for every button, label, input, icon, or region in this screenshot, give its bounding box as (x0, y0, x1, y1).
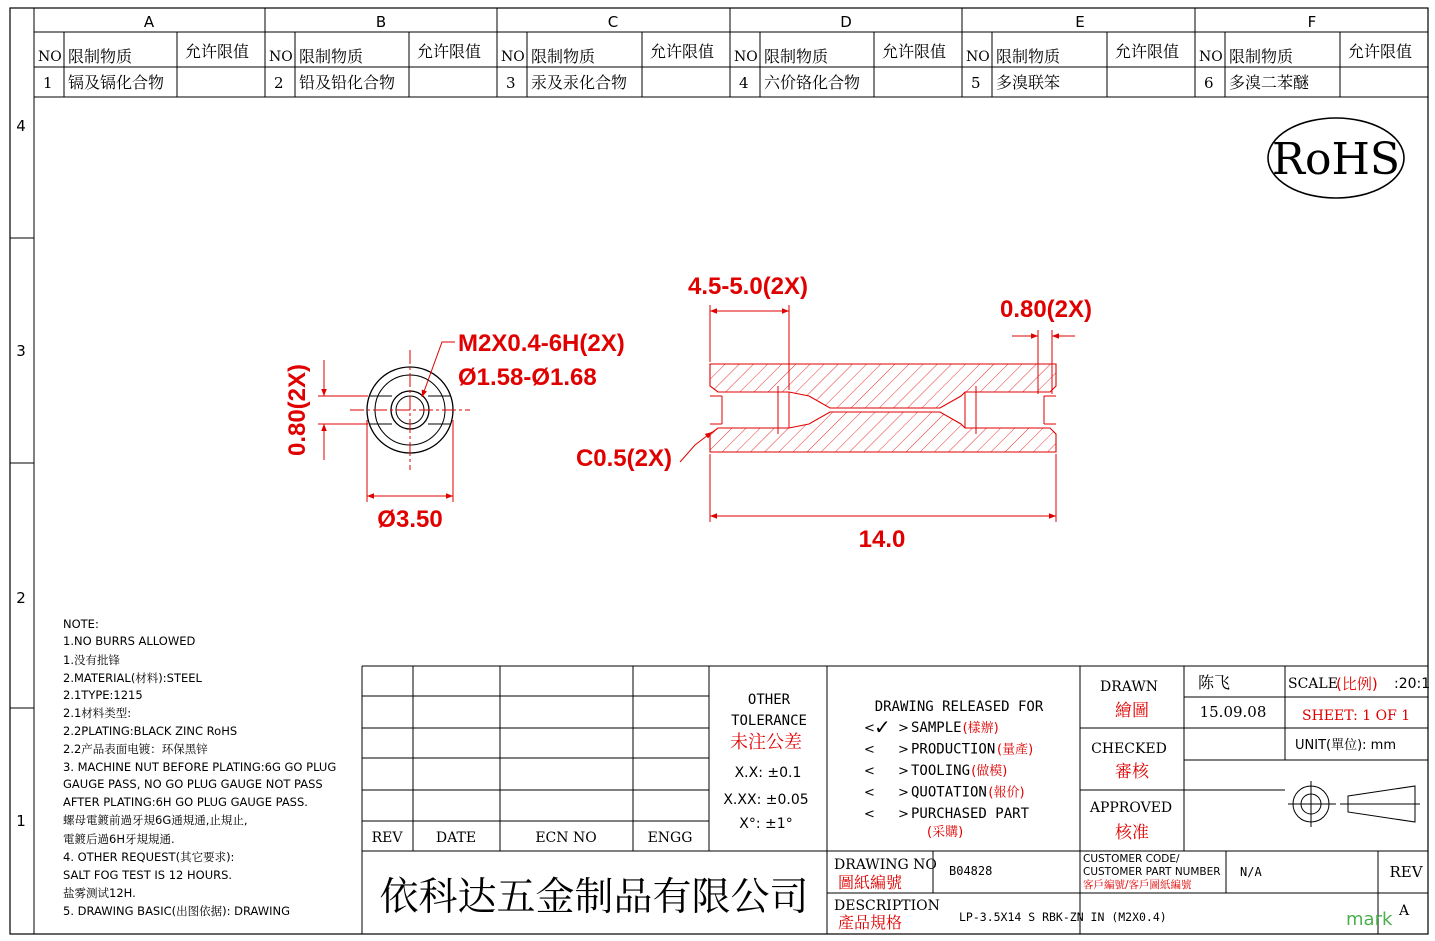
release-check-icon: ✓ (874, 715, 891, 739)
release-close-bracket: > (898, 785, 909, 801)
projection-symbol-icon (1288, 781, 1420, 827)
revision-table (372, 830, 693, 846)
restricted-limit-header: 允许限值 (1348, 42, 1413, 61)
description-label-cn: 產品規格 (838, 913, 903, 932)
note-line: SALT FOG TEST IS 12 HOURS. (63, 868, 233, 882)
tolerance-xxx: X.XX: ±0.05 (723, 792, 809, 808)
release-item-cn: (報价) (988, 785, 1025, 801)
note-line: 5. DRAWING BASIC(出图依据): DRAWING (63, 904, 291, 918)
note-line: 螺母電鍍前過牙規6G通規通,止規止, (63, 813, 248, 827)
sheet-count: SHEET: 1 OF 1 (1302, 708, 1411, 724)
column-label: D (840, 13, 852, 31)
restricted-row-no: 2 (274, 74, 284, 92)
rohs-logo-text: RoHS (1271, 134, 1401, 185)
column-label: E (1075, 13, 1085, 31)
release-item-cn: (樣辦) (962, 721, 999, 736)
checked-label: CHECKED (1091, 741, 1167, 757)
customer-label-2: CUSTOMER PART NUMBER (1083, 866, 1221, 878)
dim-overall-length: 14.0 (858, 526, 906, 553)
restricted-no-header: NO (501, 49, 525, 65)
restricted-row-no: 1 (43, 74, 53, 92)
restricted-no-header: NO (38, 49, 62, 65)
restricted-limit-header: 允许限值 (1115, 42, 1180, 61)
customer-block (1083, 853, 1424, 891)
date-header: DATE (435, 830, 477, 846)
restricted-row-substance: 多溴二苯醚 (1229, 73, 1310, 92)
note-line: AFTER PLATING:6H GO PLUG GAUGE PASS. (63, 795, 308, 809)
ecn-header: ECN NO (535, 830, 597, 846)
restricted-row-substance: 多溴联笨 (996, 73, 1061, 92)
release-close-bracket: > (898, 764, 909, 779)
dim-pilot-diameter: Ø1.58-Ø1.68 (458, 364, 597, 391)
row-label: 1 (16, 812, 26, 830)
drawn-date: 15.09.08 (1199, 703, 1267, 721)
note-line: GAUGE PASS, NO GO PLUG GAUGE NOT PASS (63, 777, 323, 791)
tolerance-title-cn: 未注公差 (730, 732, 802, 753)
release-open-bracket: < (864, 742, 875, 758)
release-open-bracket: < (864, 807, 875, 822)
note-line: 1.没有批锋 (63, 653, 120, 667)
drawing-no-value: B04828 (949, 864, 993, 878)
tolerance-title: OTHER (747, 692, 791, 708)
release-open-bracket: < (864, 785, 875, 801)
restricted-row-no: 6 (1204, 74, 1214, 92)
row-label: 3 (16, 342, 26, 360)
restricted-limit-header: 允许限值 (882, 42, 947, 61)
rev-value: A (1399, 903, 1410, 919)
release-open-bracket: < (864, 721, 875, 736)
column-label: C (607, 13, 619, 31)
signoff-block (1089, 673, 1267, 843)
approved-label: APPROVED (1089, 800, 1173, 816)
scale-block (1288, 675, 1430, 753)
description-block (834, 898, 1410, 932)
note-line: 盐雾测试12H. (63, 886, 136, 900)
restricted-substance-header: 限制物质 (299, 47, 364, 66)
dim-outer-diameter: Ø3.50 (377, 506, 443, 533)
release-item: QUOTATION (911, 784, 987, 801)
row-label: 4 (16, 117, 26, 135)
customer-label-cn: 客戶編號/客戶圖紙編號 (1083, 879, 1192, 891)
drawn-label: DRAWN (1100, 679, 1158, 695)
release-item-cn: (采購) (927, 825, 964, 840)
restricted-substance-header: 限制物质 (531, 47, 596, 66)
approved-label-cn: 核准 (1115, 823, 1149, 843)
note-line: 2.2PLATING:BLACK ZINC RoHS (63, 724, 238, 738)
tolerance-deg: X°: ±1° (739, 816, 793, 832)
restricted-no-header: NO (734, 49, 758, 65)
drawn-name: 陈飞 (1197, 673, 1231, 692)
restricted-row-substance: 镉及镉化合物 (68, 73, 165, 92)
company-name: 依科达五金制品有限公司 (379, 875, 809, 920)
release-item-cn: (做模) (971, 764, 1008, 779)
drawing-no-label-cn: 圖紙編號 (838, 873, 903, 892)
restricted-no-header: NO (1199, 49, 1223, 65)
side-section-view (710, 364, 1056, 452)
column-label: B (375, 13, 387, 31)
tolerance-xx: X.X: ±0.1 (734, 765, 802, 781)
customer-value: N/A (1240, 865, 1262, 879)
scale-label-cn: (比例) (1336, 675, 1378, 693)
rohs-logo (1268, 118, 1404, 198)
release-block (864, 699, 1044, 840)
restricted-substance-header: 限制物质 (764, 47, 829, 66)
description-value: LP-3.5X14 S RBK-ZN IN (M2X0.4) (959, 910, 1167, 924)
checked-label-cn: 審核 (1115, 762, 1149, 782)
column-label: A (143, 13, 155, 31)
unit-label: UNIT(單位): mm (1295, 738, 1396, 753)
dim-thread-depth: 4.5-5.0(2X) (687, 273, 809, 300)
release-item: SAMPLE (911, 720, 962, 736)
release-close-bracket: > (898, 807, 909, 822)
end-view-centerlines (350, 350, 470, 470)
scale-label: SCALE (1288, 676, 1338, 692)
customer-label-1: CUSTOMER CODE/ (1083, 853, 1180, 865)
release-title: DRAWING RELEASED FOR (874, 699, 1044, 715)
watermark-text: mark (1346, 909, 1393, 930)
tolerance-block (723, 692, 808, 832)
note-line: 2.2产品表面电镀：环保黑锌 (63, 742, 208, 756)
rev-header: REV (371, 830, 403, 846)
restricted-row-substance: 铅及铅化合物 (299, 73, 396, 92)
notes-block (63, 617, 336, 918)
row-label: 2 (16, 589, 26, 607)
restricted-row-no: 3 (506, 74, 516, 92)
release-item: PURCHASED PART (911, 806, 1030, 822)
release-item: PRODUCTION (911, 741, 996, 758)
note-line: 1.NO BURRS ALLOWED (63, 634, 196, 648)
drawing-number-block (834, 857, 992, 892)
drawing-no-label: DRAWING NO (834, 857, 937, 873)
restricted-row-substance: 六价铬化合物 (764, 73, 861, 92)
dim-chamfer: C0.5(2X) (575, 445, 672, 472)
restricted-no-header: NO (269, 49, 293, 65)
scale-value: :20:1 (1394, 676, 1431, 692)
dim-slot-width-side: 0.80(2X) (999, 296, 1093, 323)
dim-thread-spec: M2X0.4-6H(2X) (458, 330, 625, 357)
drawn-label-cn: 繪圖 (1115, 701, 1149, 721)
note-line: 3. MACHINE NUT BEFORE PLATING:6G GO PLUG (63, 760, 337, 774)
restricted-substances-table (34, 32, 1428, 97)
note-line: 電鍍后過6H牙規規通. (63, 832, 175, 846)
restricted-limit-header: 允许限值 (650, 42, 715, 61)
note-line: NOTE: (63, 617, 99, 631)
engg-header: ENGG (647, 830, 693, 846)
release-item: TOOLING (911, 763, 971, 779)
note-line: 4. OTHER REQUEST(其它要求): (63, 850, 235, 864)
restricted-limit-header: 允许限值 (417, 42, 482, 61)
restricted-substance-header: 限制物质 (996, 47, 1061, 66)
row-labels (16, 117, 26, 830)
release-close-bracket: > (898, 721, 909, 736)
restricted-substance-header: 限制物质 (1229, 47, 1294, 66)
tolerance-title-2: TOLERANCE (731, 713, 807, 729)
restricted-limit-header: 允许限值 (185, 42, 250, 61)
dim-slot-width-end: 0.80(2X) (284, 363, 311, 457)
end-view-dimensions (318, 342, 455, 502)
restricted-row-no: 4 (739, 74, 749, 92)
release-close-bracket: > (898, 742, 909, 758)
note-line: 2.1材料类型: (63, 706, 132, 720)
restricted-no-header: NO (966, 49, 990, 65)
release-item-cn: (量產) (997, 742, 1034, 758)
restricted-row-substance: 汞及汞化合物 (531, 73, 628, 92)
column-label: F (1307, 13, 1317, 31)
rev-label: REV (1389, 863, 1423, 881)
description-label: DESCRIPTION (834, 898, 940, 914)
release-open-bracket: < (864, 764, 875, 779)
restricted-row-no: 5 (971, 74, 981, 92)
restricted-substance-header: 限制物质 (68, 47, 133, 66)
note-line: 2.1TYPE:1215 (63, 688, 143, 702)
note-line: 2.MATERIAL(材料):STEEL (63, 671, 202, 685)
